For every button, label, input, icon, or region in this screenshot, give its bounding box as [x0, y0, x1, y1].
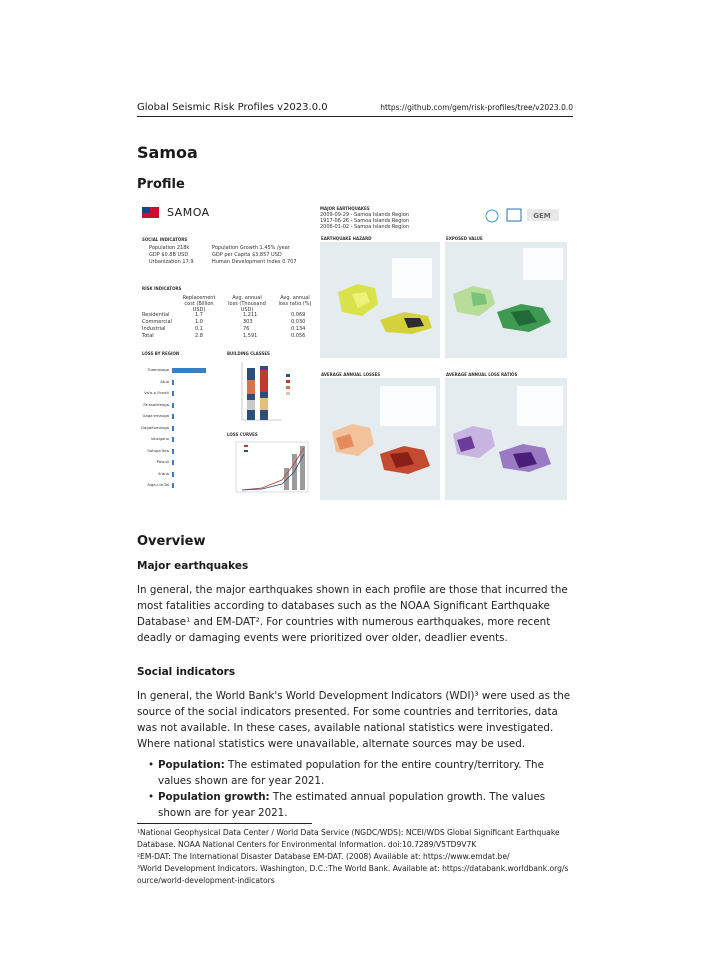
major-earthquakes-label: MAJOR EARTHQUAKES: [320, 206, 370, 211]
logo-text: GEM: [533, 212, 551, 220]
overview-heading: Overview: [137, 534, 206, 549]
risk-col: Avg. annual loss (Thousand USD): [228, 295, 266, 313]
risk-col: Avg. annual loss ratio (%): [278, 295, 312, 307]
risk-cell: 0.056: [291, 333, 306, 339]
risk-cell: 0.134: [291, 326, 306, 332]
social-item: Population Growth 1.45% /year: [212, 245, 290, 251]
social-item: Urbanization 17.9: [149, 259, 194, 265]
risk-cell: 1.0: [195, 319, 203, 325]
header-title: Global Seismic Risk Profiles v2023.0.0: [137, 102, 328, 113]
map-title: AVERAGE ANNUAL LOSS RATIOS: [446, 372, 518, 377]
footnote-rule: [137, 823, 312, 824]
profile-heading: Profile: [137, 177, 185, 192]
map-title: AVERAGE ANNUAL LOSSES: [321, 372, 381, 377]
risk-cell: 1,211: [243, 312, 258, 318]
bullet-text: The estimated population for the entire country/territory. The values shown are for year 2021.: [158, 759, 544, 787]
region-bar: [172, 426, 174, 431]
social-item: GDP $0.8B USD: [149, 252, 189, 258]
social-item: Population 218k: [149, 245, 190, 251]
risk-cell: 0.1: [195, 326, 203, 332]
region-label: Va'a-o-Fonoti: [144, 390, 169, 395]
region-bar: [172, 460, 174, 465]
bullet-term: Population:: [158, 759, 225, 771]
map-average-annual-loss-ratios: [445, 372, 567, 500]
region-label: Fa'asaleleaga: [143, 401, 169, 407]
page-title: Samoa: [137, 143, 198, 162]
eq-line: 1917-06-26 - Samoa Islands Region: [320, 218, 410, 224]
social-indicators-label: SOCIAL INDICATORS: [142, 237, 188, 242]
samoa-flag-icon: [142, 207, 159, 218]
region-label: Tuamasaga: [147, 367, 169, 372]
region-label: Aiga-i-le-Tai: [147, 482, 169, 487]
region-label: Atua: [160, 378, 169, 384]
eq-line: 2006-01-02 - Samoa Islands Region: [320, 224, 410, 230]
region-bar: [172, 414, 174, 419]
bullet-text: The estimated annual population growth. The values shown are for year 2021.: [158, 791, 546, 819]
risk-col: Replacement cost (Billion USD): [182, 295, 216, 313]
footnote-2: ²EM-DAT: The International Disaster Database EM-DAT. (2008) Available at: https://www.emdat.be/: [137, 852, 510, 861]
risk-row-label: Commercial: [142, 319, 172, 325]
eq-line: 2009-09-29 - Samoa Islands Region: [320, 212, 410, 218]
bullet-term: Population growth:: [158, 791, 270, 803]
infographic-country: SAMOA: [167, 206, 210, 219]
map-title: EXPOSED VALUE: [446, 236, 483, 241]
bullet-population: • Population: The estimated population for the entire country/territory. The values shown are for year 2021.: [148, 759, 544, 787]
risk-cell: 76: [243, 326, 250, 332]
loss-curves-chart: [232, 440, 310, 498]
profile-infographic: [137, 200, 567, 502]
risk-row-label: Residential: [142, 312, 170, 318]
region-bar: [172, 403, 174, 408]
region-bar: [172, 483, 174, 488]
risk-cell: 303: [243, 319, 253, 325]
region-label: Gaga'emauga: [142, 413, 169, 418]
region-label: Satupa'itea: [147, 447, 169, 453]
social-item: GDP per Capita $3,857 USD: [212, 252, 282, 258]
social-indicators-heading: Social indicators: [137, 666, 236, 678]
loss-curves-label: LOSS CURVES: [227, 432, 258, 437]
map-earthquake-hazard: [320, 236, 440, 358]
risk-cell: 1.7: [195, 312, 203, 318]
risk-cell: 0.069: [291, 312, 306, 318]
gem-logo-icon: [482, 206, 562, 226]
map-exposed-value: [445, 236, 567, 358]
footnote-3: ³World Development Indicators. Washington, D.C.:The World Bank. Available at: https://databank.worldbank.org/source/world-development-indicators: [137, 864, 569, 885]
region-bar: [172, 391, 174, 396]
region-bar: [172, 380, 174, 385]
risk-row-label: Total: [142, 333, 154, 339]
region-label: Palauli: [156, 459, 169, 464]
social-item: Human Development Index 0.707: [212, 259, 297, 265]
footnote-1: ¹National Geophysical Data Center / World Data Service (NGDC/WDS): NCEI/WDS Global Significant Earthquake Database. NOAA National Centers for Environmental Information. doi:10.7289/V5TD9V7K: [137, 828, 560, 849]
risk-row-label: Industrial: [142, 326, 166, 332]
building-classes-label: BUILDING CLASSES: [227, 351, 270, 356]
region-bar: [172, 437, 174, 442]
loss-by-region-label: LOSS BY REGION: [142, 351, 180, 356]
major-earthquakes-heading: Major earthquakes: [137, 560, 249, 572]
risk-cell: 1,591: [243, 333, 258, 339]
region-label: Gagaifomauga: [141, 424, 169, 430]
region-bar: [172, 368, 206, 373]
major-earthquakes-text: In general, the major earthquakes shown in each profile are those that incurred the most fatalities according to databases such as the NOAA Significant Earthquake Database¹ and EM-DAT². For countries with numerous earthquakes, more recent deadly or damaging events were prioritized over older, deadlier events.: [137, 584, 568, 644]
risk-cell: 2.8: [195, 333, 203, 339]
region-bar: [172, 472, 174, 477]
risk-indicators-label: RISK INDICATORS: [142, 286, 182, 291]
social-indicators-text: In general, the World Bank's World Development Indicators (WDI)³ were used as the source of the social indicators presented. For some countries and territories, data was not available. In these cases, available national statistics were investigated. Where national statistics were unavailable, alternate sources may be used.: [137, 690, 571, 750]
region-label: Vaisigano: [150, 436, 169, 441]
region-bar: [172, 449, 174, 454]
region-label: A'ana: [158, 470, 169, 476]
building-classes-chart: [232, 360, 307, 428]
running-header: [137, 102, 573, 117]
map-title: EARTHQUAKE HAZARD: [321, 236, 372, 241]
risk-cell: 0.030: [291, 319, 306, 325]
header-url[interactable]: https://github.com/gem/risk-profiles/tree/v2023.0.0: [380, 103, 573, 112]
bullet-population-growth: • Population growth: The estimated annual population growth. The values shown are for year 2021.: [148, 791, 546, 819]
map-average-annual-losses: [320, 372, 440, 500]
